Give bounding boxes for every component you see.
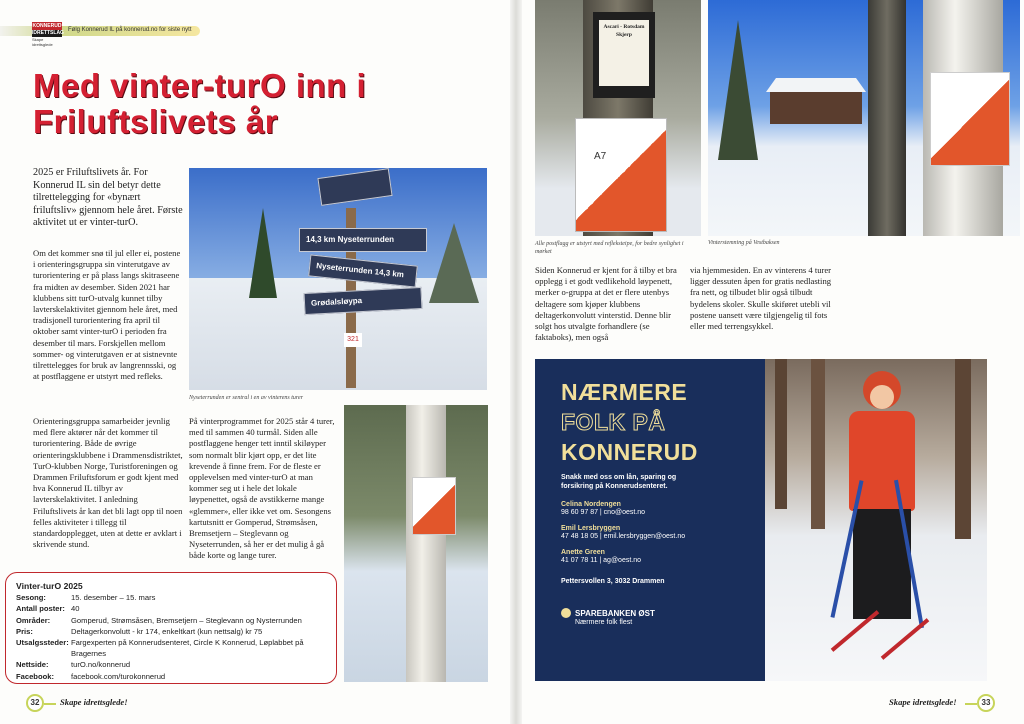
article-paragraph-1: Om det kommer snø til jul eller ei, postene i orienteringsgruppa sin vinterutgave av turorientering er på plass langs skitraseene fra midten av desember. Siden 2021 har klubbens sitt turO-utvalg kunnet tilby lavterskelaktivitet gjennom hele året, med tradisjonell turorientering fra april til oktober samt vinter-turO i perioden fra desember til mars. Forskjellen mellom sommer- og vinterutgaven er at sistnevnte tilrettelegges for bruk av langrennsski, og at postflaggene er utstyrt med refleks. [33,248,181,382]
logo-bottom-text: IDRETTSLAG [32,30,64,36]
fact-box-title: Vinter-turO 2025 [16,581,83,591]
article-lead: 2025 er Friluftslivets år. For Konnerud IL sin del betyr dette tilrettelegging for «bynært friluftsliv» gjennom hele året. Første aktivitet ut er vinter-turO. [33,167,183,229]
caption-flag: Alle postflagg er utstyrt med refleksteipe, for bedre synlighet i mørket [535,241,684,255]
bank-advertisement [535,359,765,681]
fact-value: Fargexperten på Konnerudsenteret, Circle K Konnerud, Løplabbet på Bragernes [71,638,304,659]
footer-line [965,703,977,705]
info-sign [599,20,649,86]
info-sign-line-2: Skjerp [616,32,632,38]
ad-headline-1: NÆRMERE [561,379,688,405]
cabin-roof [766,78,866,92]
fact-value: turO.no/konnerud [71,660,131,670]
info-sign-frame [593,12,655,98]
ad-contact [561,549,765,565]
bank-logo [561,608,765,618]
contact-details: 47 48 18 05 | emil.lersbryggen@oest.no [561,533,686,540]
ad-contact [561,501,765,517]
article-paragraph-5: via hjemmesiden. En av vinterens 4 turer ligger dessuten åpen for gratis nedlasting fra nett, og tilbudet blir også tilbudt bydelens skoler. Skulle skiføret utebli vil postene uansett være tilgjengelig til fots eller med terrengsykkel. [690,265,832,332]
winter-cabin-photo [708,0,1020,236]
birch-trunk [406,405,446,682]
contact-name: Anette Green [561,549,605,556]
fact-row [16,615,336,626]
caption-winter: Vinterstemning på Vestbaksen [708,240,780,246]
footer-line [44,703,56,705]
page-number-left: 32 [26,694,44,712]
footer-slogan-right: Skape idrettsglede! [889,697,957,707]
logo-tagline: Skape idrettsglede [32,37,53,47]
post-sign-photo [535,0,701,236]
sign-number-plate: 321 [344,333,362,347]
fact-row [16,592,336,603]
page-spine [510,0,522,724]
fact-label: Pris: [16,626,33,636]
contact-name: Celina Nordengen [561,501,621,508]
sign-board-3: Grødalsløypa [304,287,423,315]
tree-trunk [955,359,971,539]
fact-label: Antall poster: [16,604,65,614]
caption-sign: Nyseterrunden er sentral i en av vinterens turer [189,395,304,401]
child-skier-photo [765,359,987,681]
spruce-tree [718,20,758,160]
contact-details: 98 60 97 87 | cno@oest.no [561,509,646,516]
logo-top-text: KONNERUD [32,23,62,29]
article-paragraph-3: På vinterprogrammet for 2025 står 4 turer, med til sammen 40 turmål. Siden alle postflaggene henger tett inntil skiløyper som normalt blir kjørt opp, er det lite krevende å finne frem. For de fleste er opplevelsen med vinter-turO at man kommer seg ut i hele det lokale løypenettet, også de avstikkerne mange «glemmer», eller ikke vet om. Sesongens kartutsnitt er Gomperud, Strømsåsen, Bremsetjern – Steglevann og Nyseterrunden, så her er det mulig å gå både korte og lange turer. [189,416,335,561]
fact-value: facebook.com/turokonnerud [71,671,166,681]
contact-name: Emil Lersbryggen [561,525,621,532]
contact-details: 41 07 78 11 | ag@oest.no [561,557,642,564]
fact-row [16,603,336,614]
fact-label: Facebook: [16,671,54,681]
fact-label: Nettside: [16,660,49,670]
child-face [870,385,894,409]
fact-row [16,637,336,659]
fact-row [16,659,336,670]
article-paragraph-2: Orienteringsgruppa samarbeider jevnlig med flere aktører når det kommer til turorientering. Både de øvrige orienteringsklubbene i Drammensdistriktet, TurO-klubben Norge, Turistforeningen og Drammen Friluftsforum er godt kjent med hva Konnerud IL tilbyr av lavterskelaktivitet. I anledning Friluftslivets år kan det bli lagt opp til noen felles aktiviteter i tillegg til standardopplegget, uten at dette er avklart i skrivende stund. [33,416,183,550]
fact-label: Sesong: [16,593,46,603]
fact-box [5,572,337,684]
ad-subtitle: Snakk med oss om lån, sparing og forsikring på Konnerudsenteret. [561,474,677,490]
orienteering-flag [412,477,456,535]
trail-sign-photo [189,168,487,390]
club-logo [32,22,64,47]
page-number-right: 33 [977,694,995,712]
article-title: Med vinter-turO inn i Friluftslivets år [33,67,367,140]
sign-board-1: 14,3 km Nyseterrunden [299,228,427,252]
fact-label: Områder: [16,615,51,625]
fact-value: 40 [71,604,80,614]
fact-row [16,626,336,637]
flag-number: A7 [594,151,607,162]
sign-board-2: Nyseterrunden 14,3 km [308,254,418,287]
fact-label: Utsalgssteder: [16,638,69,648]
ad-headline-3: KONNERUD [561,439,698,465]
birch-flag-photo [344,405,488,682]
tree-trunk [775,359,787,509]
ad-address: Pettersvollen 3, 3032 Drammen [561,578,665,585]
fact-value: 15. desember – 15. mars [71,593,156,603]
orienteering-flag [575,118,667,232]
orienteering-flag [930,72,1010,166]
info-sign-line-1: Ascari - Rotsdam [603,24,645,30]
header-note: Følg Konnerud IL på konnerud.no for siste nytt [68,27,192,33]
sign-board-top [317,168,392,206]
fact-row [16,671,336,682]
spruce-tree [429,223,479,303]
cabin [770,88,862,124]
footer-slogan-left: Skape idrettsglede! [60,697,128,707]
article-paragraph-4: Siden Konnerud er kjent for å tilby et bra opplegg i et godt vedlikehold løypenett, merker o-gruppa at det er flere utenbys deltagere som kjøper klubbens deltagerkonvolutt vinterstid. Denne blir solgt hos utvalgte forhandlere (se faktaboks), men også [535,265,677,343]
bank-tagline: Nærmere folk flest [575,619,633,626]
ski [881,618,930,660]
bank-logo-icon [561,608,571,618]
tree-trunk [811,359,825,529]
ad-contact [561,525,765,541]
fact-value: Deltagerkonvolutt - kr 174, enkeltkart (kun nettsalg) kr 75 [71,626,263,636]
spruce-tree [249,208,277,298]
ad-headline-2: FOLK PÅ [561,409,666,435]
fact-value: Gomperud, Strømsåsen, Bremsetjern – Steglevann og Nysterrunden [71,615,302,625]
bank-name: SPAREBANKEN ØST [575,608,655,618]
pine-trunk [868,0,906,236]
